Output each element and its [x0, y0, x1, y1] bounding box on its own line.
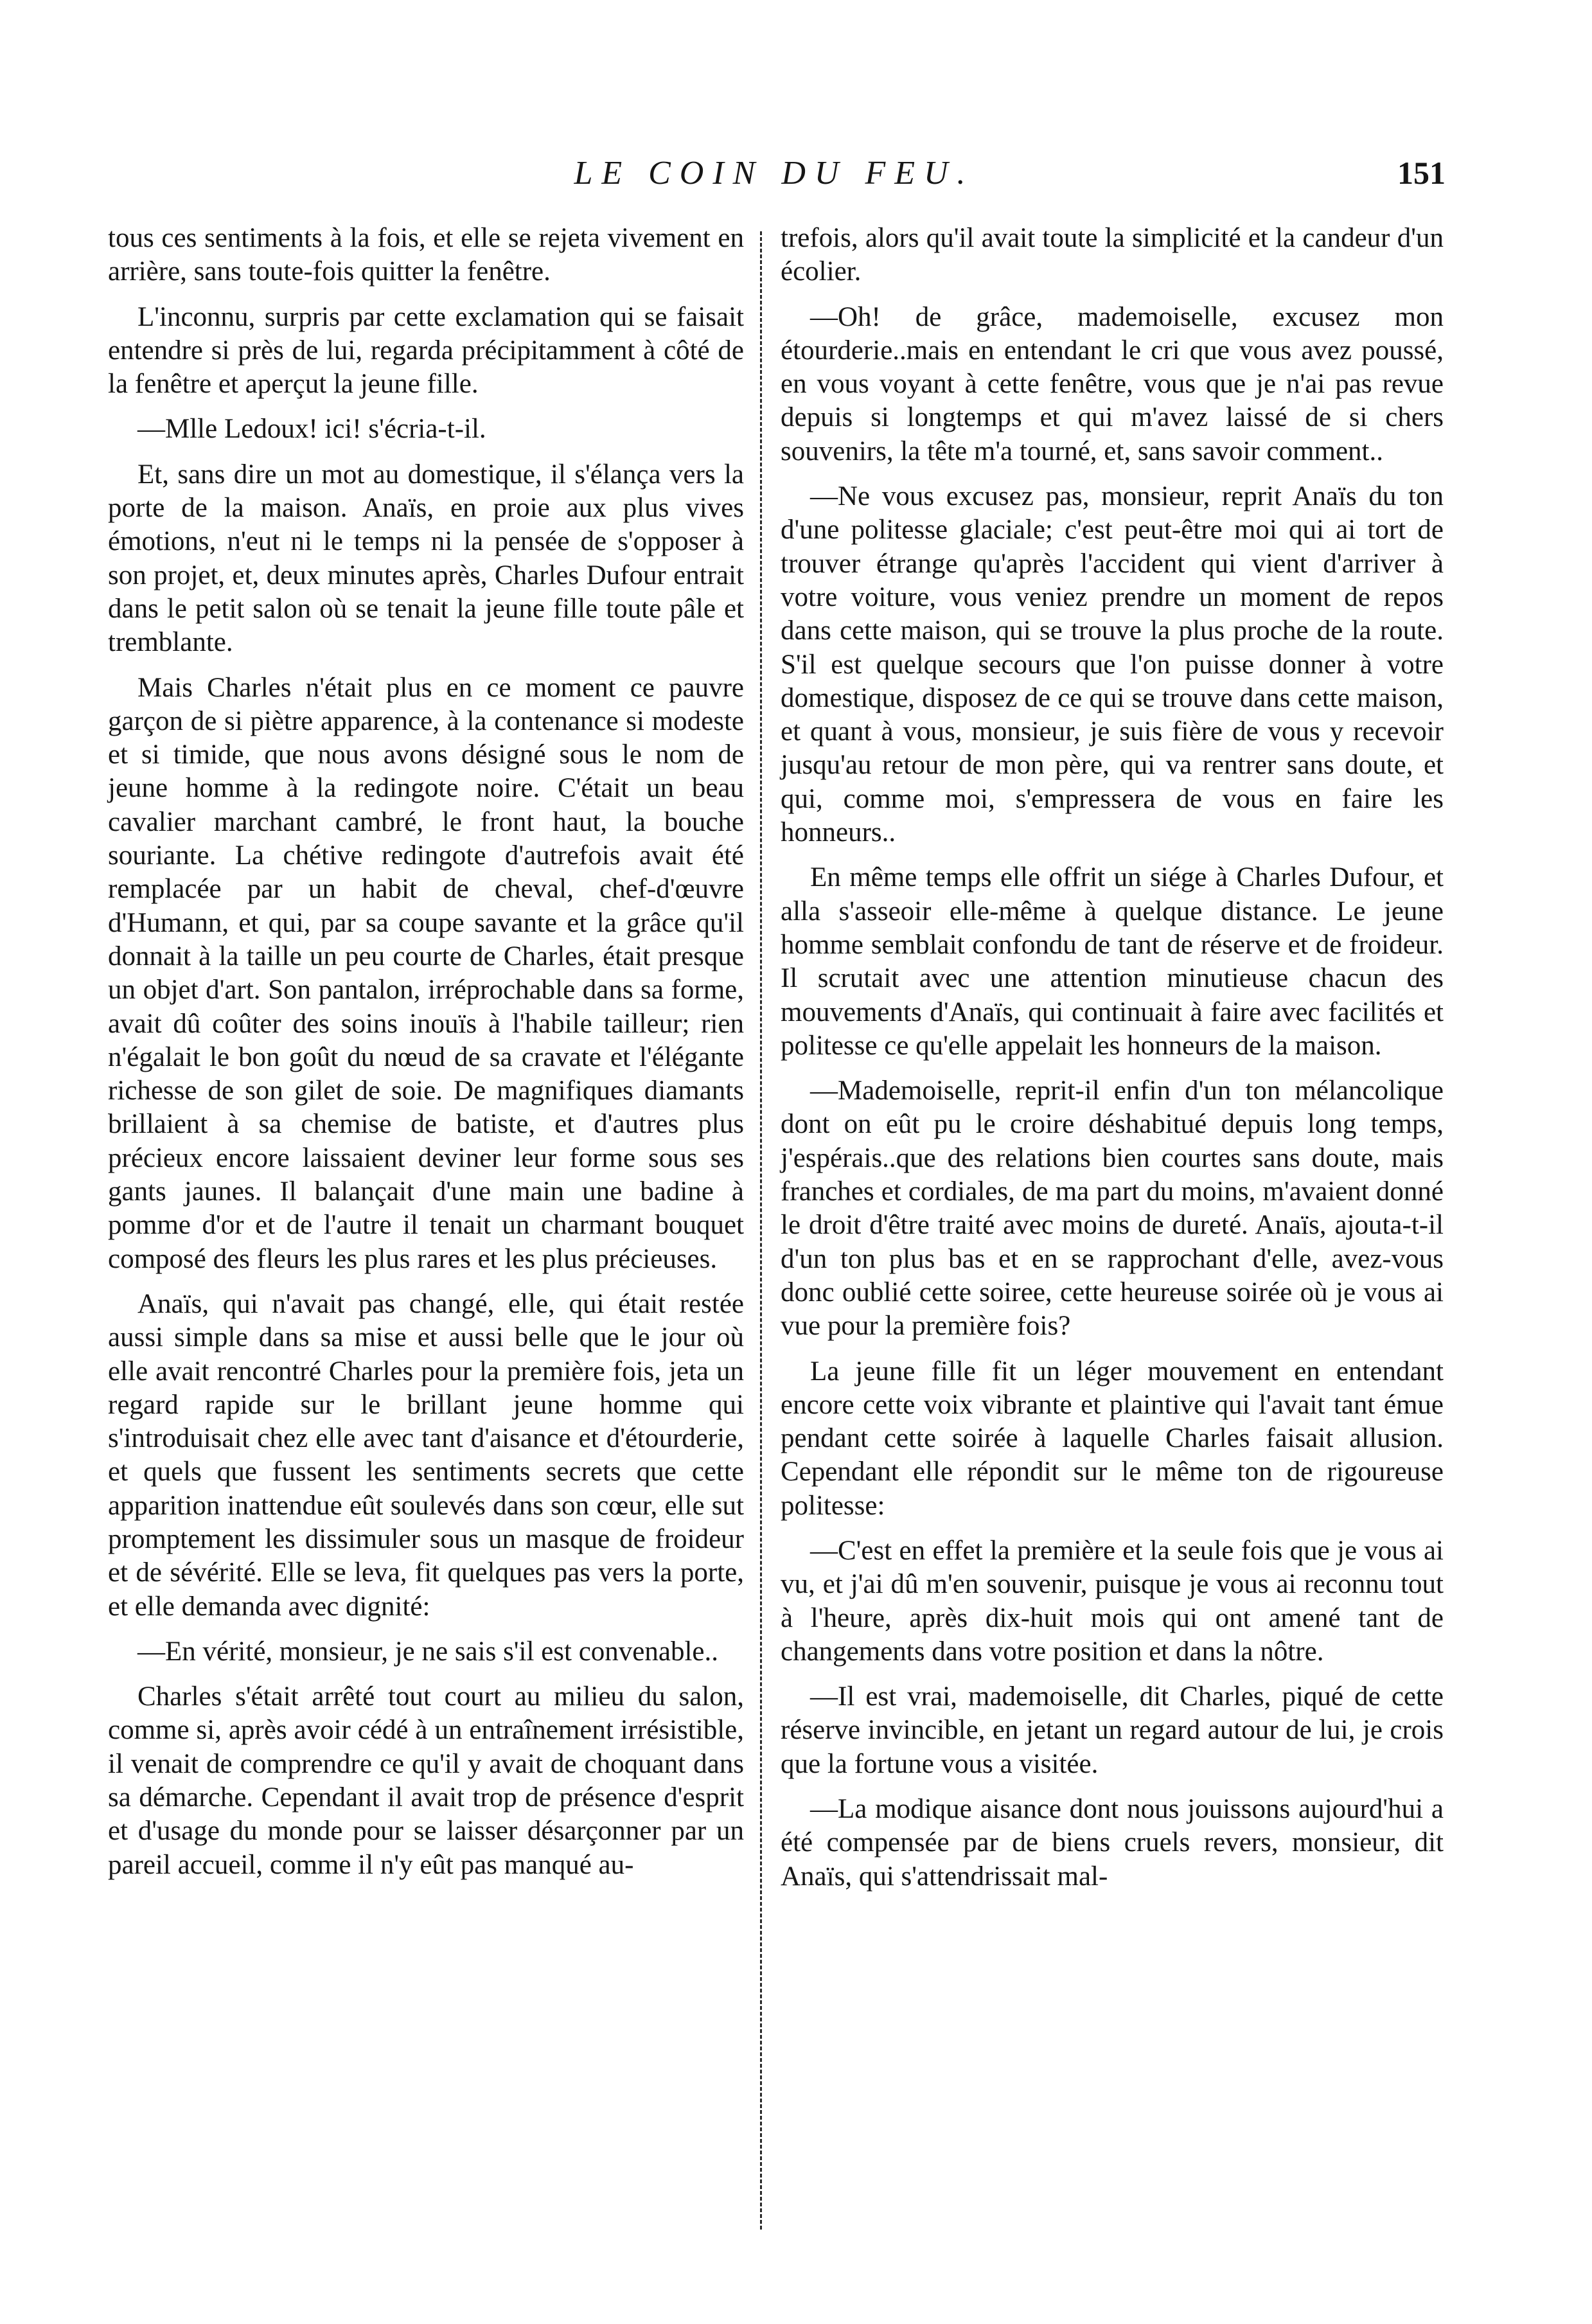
running-title: LE COIN DU FEU.: [574, 155, 975, 191]
paragraph: Charles s'était arrêté tout court au milieu du salon, comme si, après avoir cédé à un entraînement irrésistible, il venait de comprendre ce qu'il y avait de choquant dans sa démarche. Cependant il avait trop de présence d'esprit et d'usage du monde pour se laisser désarçonner par un pareil accueil, comme il n'y eût pas manqué au-: [108, 1681, 744, 1880]
right-column: [781, 222, 1444, 1905]
left-column: [108, 222, 744, 1894]
paragraph: —La modique aisance dont nous jouissons aujourd'hui a été compensée par de biens cruels revers, monsieur, dit Anaïs, qui s'attendrissait mal-: [781, 1794, 1444, 1892]
paragraph: —En vérité, monsieur, je ne sais s'il est convenable..: [137, 1636, 719, 1667]
paragraph: En même temps elle offrit un siége à Charles Dufour, et alla s'asseoir elle-même à quelque distance. Le jeune homme semblait confondu de tant de réserve et de froideur. Il scrutait avec une attention minutieuse chacun des mouvements d'Anaïs, qui continuait à faire avec facilités et politesse ce qu'elle appelait les honneurs de la maison.: [781, 862, 1444, 1061]
paragraph: —Mlle Ledoux! ici! s'écria-t-il.: [137, 414, 486, 445]
page-number: 151: [1397, 155, 1446, 191]
paragraph: —C'est en effet la première et la seule fois que je vous ai vu, et j'ai dû m'en souvenir, puisque je vous ai reconnu tout à l'heure, après dix-huit mois qui ont amené tant de changements dans votre position et dans la nôtre.: [781, 1535, 1444, 1667]
paragraph: —Mademoiselle, reprit-il enfin d'un ton mélancolique dont on eût pu le croire déshabitué depuis long temps, j'espérais..que des relations bien courtes sans doute, mais franches et cordiales, de ma part du moins, m'avaient donné le droit d'être traité avec moins de dureté. Anaïs, ajouta-t-il d'un ton plus bas et en se rapprochant d'elle, avez-vous donc oublié cette soiree, cette heureuse soirée où je vous ai vue pour la première fois?: [781, 1076, 1444, 1342]
paragraph: —Ne vous excusez pas, monsieur, reprit Anaïs du ton d'une politesse glaciale; c'est peut-être moi qui ai tort de trouver étrange qu'après l'accident qui vient d'arriver à votre voiture, vous veniez prendre un moment de repos dans cette maison, qui se trouve la plus proche de la route. S'il est quelque secours que l'on puisse donner à votre domestique, disposez de ce qui se trouve dans cette maison, et quant à vous, monsieur, je suis fière de vous y recevoir jusqu'au retour de mon père, qui va rentrer sans doute, et qui, comme moi, s'empressera de vous en faire les honneurs..: [781, 481, 1444, 848]
page-header: [103, 154, 1446, 199]
paragraph: L'inconnu, surpris par cette exclamation qui se faisait entendre si près de lui, regarda précipitamment à côté de la fenêtre et aperçut la jeune fille.: [108, 301, 744, 400]
paragraph: Mais Charles n'était plus en ce moment ce pauvre garçon de si piètre apparence, à la contenance si modeste et si timide, que nous avons désigné sous le nom de jeune homme à la redingote noire. C'était un beau cavalier marchant cambré, le front haut, la bouche souriante. La chétive redingote d'autrefois avait été remplacée par un habit de cheval, chef-d'œuvre d'Humann, et qui, par sa coupe savante et la grâce qu'il donnait à la taille un peu courte de Charles, était presque un objet d'art. Son pantalon, irréprochable dans sa forme, avait dû coûter des soins inouïs à l'habile tailleur; rien n'égalait le bon goût du nœud de sa cravate et l'élégante richesse de son gilet de soie. De magnifiques diamants brillaient à sa chemise de batiste, et d'autres plus précieux encore laissaient deviner leur forme sous ses gants jaunes. Il balançait d'une main une badine à pomme d'or et de l'autre il tenait un charmant bouquet composé des fleurs les plus rares et les plus précieuses.: [108, 672, 744, 1274]
paragraph: —Il est vrai, mademoiselle, dit Charles, piqué de cette réserve invincible, en jetant un regard autour de lui, je crois que la fortune vous a visitée.: [781, 1681, 1444, 1779]
paragraph: trefois, alors qu'il avait toute la simplicité et la candeur d'un écolier.: [781, 223, 1444, 287]
paragraph: tous ces sentiments à la fois, et elle se rejeta vivement en arrière, sans toute-fois quitter la fenêtre.: [108, 223, 744, 287]
paragraph: Anaïs, qui n'avait pas changé, elle, qui était restée aussi simple dans sa mise et aussi belle que le jour où elle avait rencontré Charles pour la première fois, jeta un regard rapide sur le brillant jeune homme qui s'introduisait chez elle avec tant d'aisance et d'étourderie, et quels que fussent les sentiments secrets que cette apparition inattendue eût soulevés dans son cœur, elle sut promptement les dissimuler sous un masque de froideur et de sévérité. Elle se leva, fit quelques pas vers la porte, et elle demanda avec dignité:: [108, 1288, 744, 1622]
paragraph: La jeune fille fit un léger mouvement en entendant encore cette voix vibrante et plaintive qui l'avait tant émue pendant cette soirée à laquelle Charles faisait allusion. Cependant elle répondit sur le même ton de rigoureuse politesse:: [781, 1356, 1444, 1521]
paragraph: —Oh! de grâce, mademoiselle, excusez mon étourderie..mais en entendant le cri que vous avez poussé, en vous voyant à cette fenêtre, vous que je n'ai pas revue depuis si longtemps et qui m'avez laissé de si chers souvenirs, la tête m'a tourné, et, sans savoir comment..: [781, 301, 1444, 466]
paragraph: Et, sans dire un mot au domestique, il s'élança vers la porte de la maison. Anaïs, en proie aux plus vives émotions, n'eut ni le temps ni la pensée de s'opposer à son projet, et, deux minutes après, Charles Dufour entrait dans le petit salon où se tenait la jeune fille toute pâle et tremblante.: [108, 459, 744, 658]
column-divider: [760, 231, 762, 2230]
